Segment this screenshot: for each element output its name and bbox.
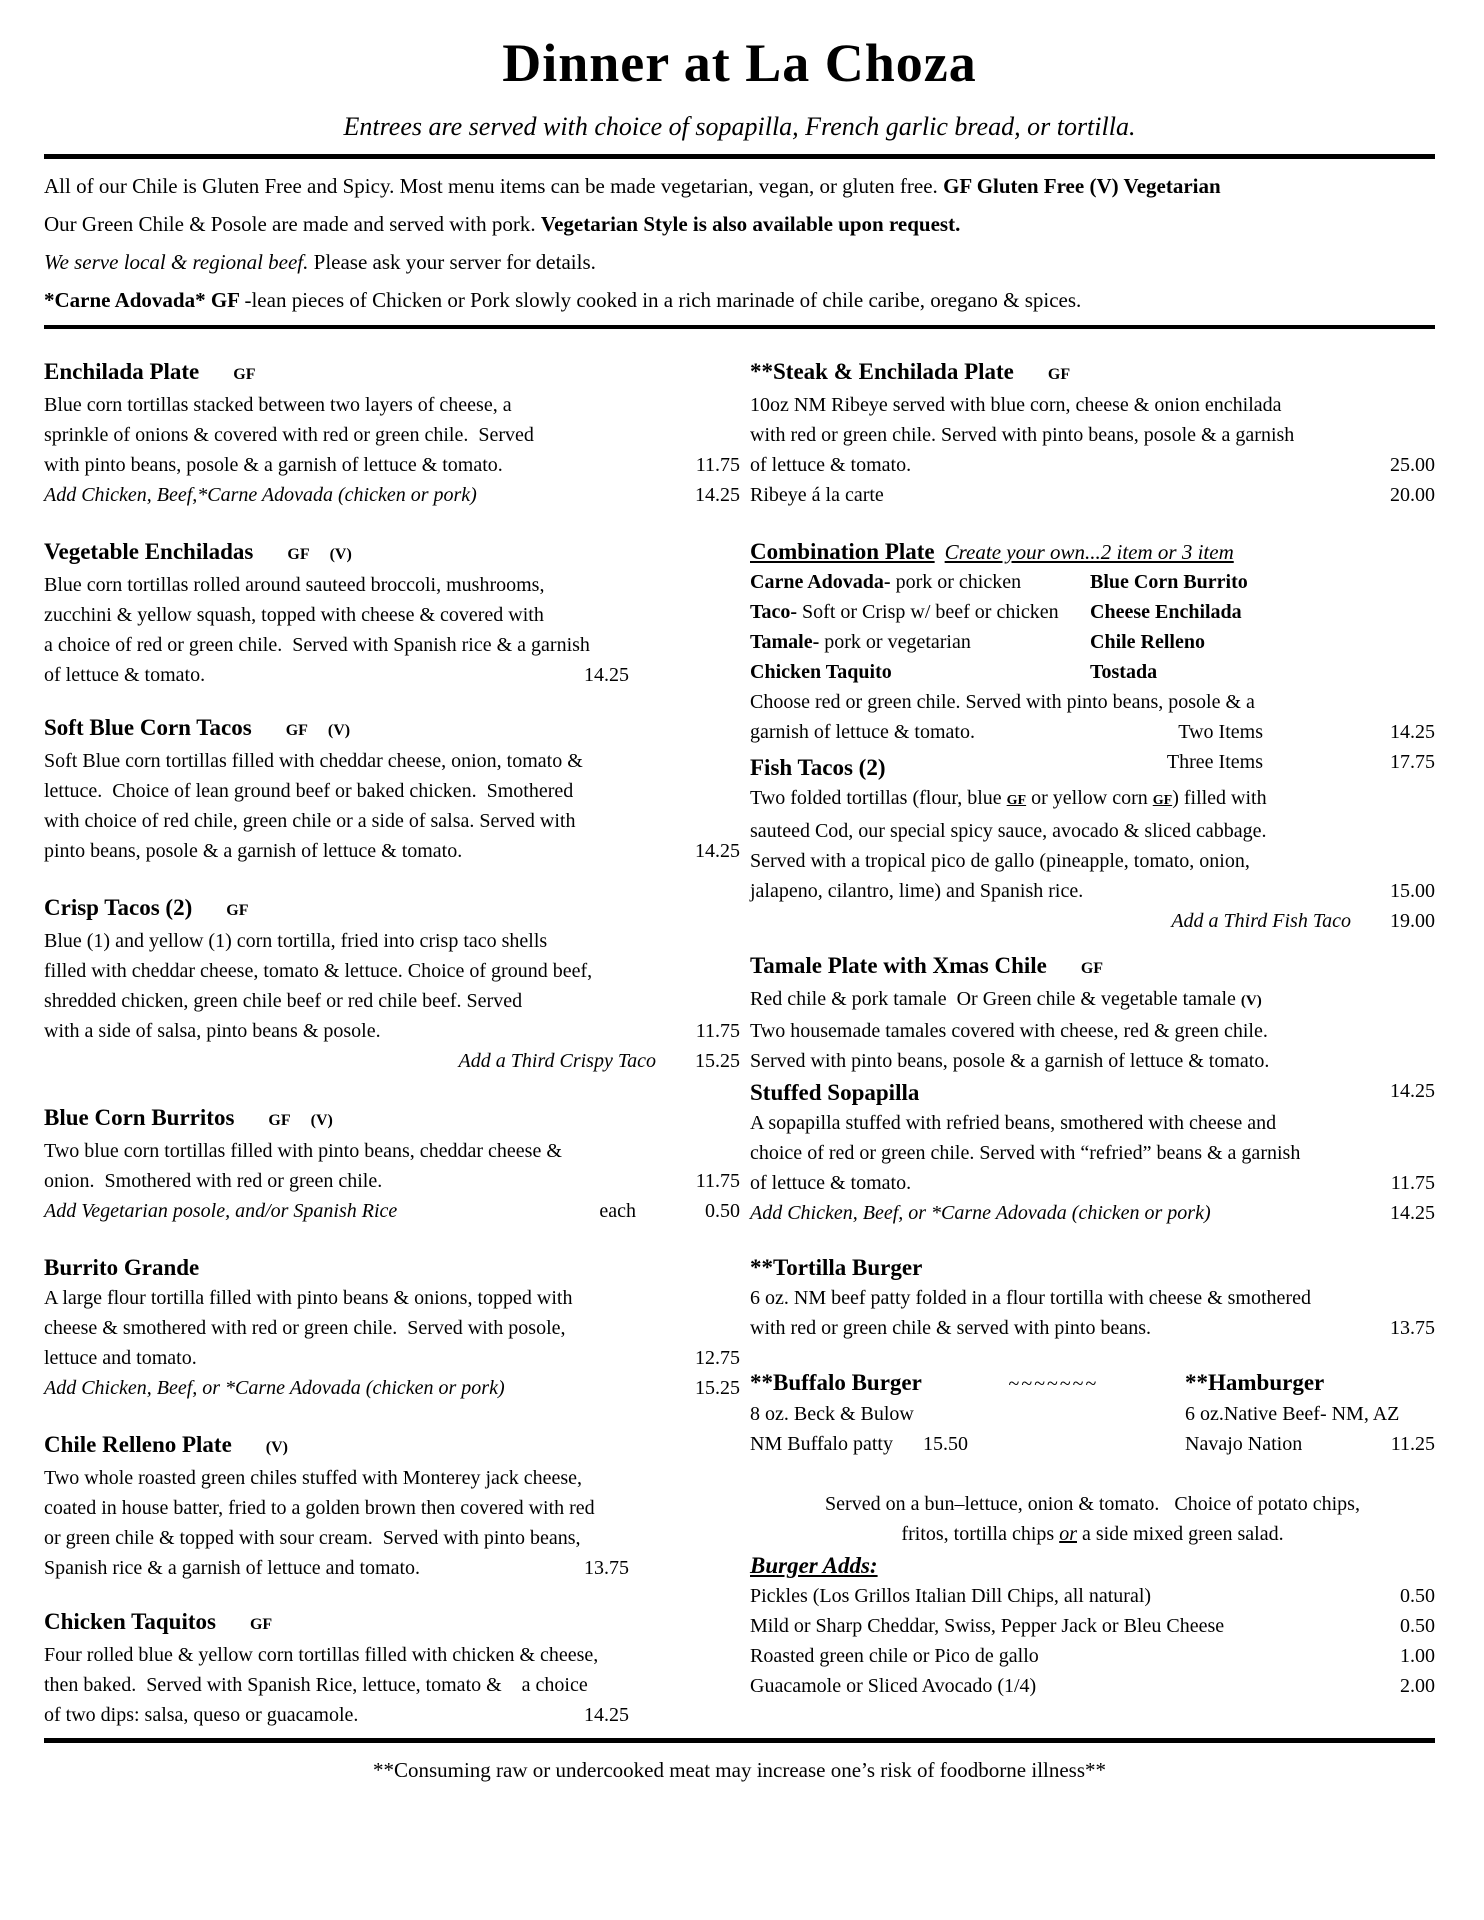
burger-row	[750, 1429, 1435, 1459]
combo-option: Blue Corn Burrito	[1090, 571, 1248, 593]
combo-option-name: Carne Adovada-	[750, 571, 891, 593]
menu-line	[44, 1523, 740, 1553]
price: 14.25	[695, 840, 740, 862]
price: 19.00	[1390, 910, 1435, 932]
text-segment: with pinto beans, posole & a garnish of lettuce & tomato.	[44, 454, 503, 476]
price: 13.75	[584, 1557, 629, 1579]
item-header	[44, 713, 740, 746]
menu-line	[44, 1373, 740, 1403]
price: 14.25	[584, 664, 629, 686]
item-name: Enchilada Plate	[44, 359, 200, 384]
combo-option-desc: Soft or Crisp w/ beef or chicken	[797, 601, 1059, 623]
v-tag: (V)	[265, 1439, 289, 1456]
buffalo-burger-name: **Buffalo Burger	[750, 1370, 922, 1395]
menu-line	[750, 1489, 1435, 1519]
combo-option	[750, 597, 1090, 627]
page-subtitle: Entrees are served with choice of sopapilla, French garlic bread, or tortilla.	[343, 112, 1136, 141]
menu-line	[44, 390, 740, 420]
menu-line	[44, 1640, 740, 1670]
price: 17.75	[1390, 751, 1435, 773]
v-inline-tag: (V)	[1240, 993, 1262, 1009]
text-segment: 10oz NM Ribeye served with blue corn, cheese & onion enchilada	[750, 394, 1282, 416]
text-segment: lettuce and tomato.	[44, 1347, 197, 1369]
item-name: Burrito Grande	[44, 1255, 200, 1280]
burger-row	[750, 1399, 1435, 1429]
text-segment: of two dips: salsa, queso or guacamole.	[44, 1704, 359, 1726]
hamburger-price-line	[1185, 1429, 1435, 1459]
menu-line	[44, 1493, 740, 1523]
text-segment: Choose red or green chile. Served with pinto beans, posole & a	[750, 691, 1255, 713]
price: 15.00	[1390, 880, 1435, 902]
item-name: Vegetable Enchiladas	[44, 539, 254, 564]
item-header	[44, 1253, 740, 1283]
price: 15.50	[922, 1433, 968, 1455]
menu-line	[750, 1016, 1435, 1046]
text-segment: Blue corn tortillas stacked between two layers of cheese, a	[44, 394, 512, 416]
menu-line	[750, 1138, 1435, 1168]
gf-tag: GF	[249, 1616, 273, 1633]
item-subtitle: Create your own...2 item or 3 item	[944, 540, 1234, 564]
intro-block	[44, 167, 1435, 319]
item-header	[750, 537, 1435, 567]
menu-line	[44, 630, 740, 660]
price-qualifier: Three Items	[1166, 751, 1263, 773]
menu-section-blue-corn-burritos	[44, 1103, 740, 1226]
menu-line	[750, 783, 1435, 816]
text-segment: *Carne Adovada* GF	[44, 288, 245, 312]
menu-line	[750, 846, 1435, 876]
text-segment: sprinkle of onions & covered with red or green chile. Served	[44, 424, 534, 446]
combo-row	[750, 597, 1435, 627]
item-name: Crisp Tacos (2)	[44, 895, 193, 920]
text-segment: shredded chicken, green chile beef or red chile beef. Served	[44, 990, 523, 1012]
v-tag: (V)	[327, 722, 351, 739]
intro-line	[44, 281, 1435, 319]
text-segment: lettuce. Choice of lean ground beef or baked chicken. Smothered	[44, 780, 574, 802]
menu-section-burgers	[750, 1368, 1435, 1459]
text-segment: with choice of red chile, green chile or a side of salsa. Served with	[44, 810, 576, 832]
hamburger-source: 6 oz.Native Beef- NM, AZ	[1185, 1403, 1400, 1425]
combo-option-name: Chicken Taquito	[750, 661, 892, 683]
text-segment: or yellow corn	[1026, 787, 1153, 809]
text-segment: Two blue corn tortillas filled with pinto beans, cheddar cheese &	[44, 1140, 562, 1162]
item-header	[750, 1253, 1435, 1283]
buffalo-source: 8 oz. Beck & Bulow	[750, 1403, 914, 1425]
divider-bottom	[44, 1738, 1435, 1743]
text-segment: Add a Third Fish Taco	[1171, 910, 1351, 932]
item-name: Fish Tacos (2)	[750, 755, 886, 780]
text-segment: ) filled with	[1172, 787, 1267, 809]
menu-line	[44, 776, 740, 806]
item-header	[44, 1607, 740, 1640]
menu-line	[44, 1046, 740, 1076]
gf-tag: GF	[1047, 366, 1071, 383]
text-segment: onion. Smothered with red or green chile.	[44, 1170, 383, 1192]
hamburger-name: **Hamburger	[1185, 1370, 1325, 1395]
item-name: Blue Corn Burritos	[44, 1105, 235, 1130]
hamburger-patty-label: Navajo Nation	[1185, 1433, 1303, 1455]
menu-line	[44, 600, 740, 630]
menu-line	[750, 816, 1435, 846]
item-name: Chile Relleno Plate	[44, 1432, 232, 1457]
text-segment: a side mixed green salad.	[1076, 1523, 1284, 1545]
text-segment: Mild or Sharp Cheddar, Swiss, Pepper Jack or Bleu Cheese	[750, 1615, 1225, 1637]
menu-line	[750, 1519, 1435, 1549]
text-segment: Our Green Chile & Posole are made and served with pork.	[44, 212, 541, 236]
item-header	[750, 951, 1435, 984]
combo-option: Tostada	[1090, 661, 1158, 683]
menu-line	[44, 986, 740, 1016]
text-segment: Served on a bun–lettuce, onion & tomato. Choice of potato chips,	[825, 1493, 1360, 1515]
text-segment: All of our Chile is Gluten Free and Spicy. Most menu items can be made vegetarian, vegan, or gluten free.	[44, 174, 944, 198]
item-header	[44, 1103, 740, 1136]
text-segment: Soft Blue corn tortillas filled with cheddar cheese, onion, tomato &	[44, 750, 583, 772]
right-column	[750, 357, 1435, 1730]
text-segment: 6 oz. NM beef patty folded in a flour tortilla with cheese & smothered	[750, 1287, 1311, 1309]
divider-intro	[44, 325, 1435, 329]
text-segment: choice of red or green chile. Served with “refried” beans & a garnish	[750, 1142, 1301, 1164]
combo-option: Cheese Enchilada	[1090, 601, 1242, 623]
menu-line	[44, 1553, 740, 1583]
menu-line	[44, 1670, 740, 1700]
intro-line	[44, 167, 1435, 205]
price-qualifier: Two Items	[1178, 721, 1263, 743]
text-segment: A large flour tortilla filled with pinto beans & onions, topped with	[44, 1287, 573, 1309]
item-name: Burger Adds:	[750, 1553, 878, 1578]
price: 15.25	[695, 1377, 740, 1399]
menu-section-burrito-grande	[44, 1253, 740, 1403]
menu-line	[44, 1700, 740, 1730]
text-segment: We serve local & regional beef.	[44, 250, 309, 274]
text-segment: of lettuce & tomato.	[750, 454, 912, 476]
item-name: Stuffed Sopapilla	[750, 1080, 920, 1105]
item-header	[44, 1430, 740, 1463]
menu-line	[44, 570, 740, 600]
text-segment: A sopapilla stuffed with refried beans, smothered with cheese and	[750, 1112, 1277, 1134]
text-segment: sauteed Cod, our special spicy sauce, avocado & sliced cabbage.	[750, 820, 1267, 842]
text-segment: Add Chicken, Beef,*Carne Adovada (chicken or pork)	[44, 484, 477, 506]
combo-row	[750, 627, 1435, 657]
menu-section-steak-enchilada-plate	[750, 357, 1435, 510]
text-segment: Served with pinto beans, posole & a garnish of lettuce & tomato.	[750, 1050, 1270, 1072]
text-segment: Add Chicken, Beef, or *Carne Adovada (chicken or pork)	[44, 1377, 505, 1399]
price: 25.00	[1390, 454, 1435, 476]
menu-line	[44, 926, 740, 956]
menu-section-fish-tacos	[750, 753, 1435, 936]
price: 15.25	[695, 1050, 740, 1072]
text-segment: with red or green chile & served with pinto beans.	[750, 1317, 1151, 1339]
menu-line	[44, 1166, 740, 1196]
v-tag: (V)	[329, 546, 352, 563]
menu-line	[750, 420, 1435, 450]
text-segment: of lettuce & tomato.	[750, 1172, 912, 1194]
item-header	[750, 1551, 1435, 1581]
price: 12.75	[695, 1347, 740, 1369]
menu-line	[750, 390, 1435, 420]
price: 13.75	[1390, 1317, 1435, 1339]
price: 11.75	[695, 454, 740, 476]
menu-section-chicken-taquitos	[44, 1607, 740, 1730]
combo-option	[750, 567, 1090, 597]
menu-line	[750, 1641, 1435, 1671]
menu-line	[750, 1581, 1435, 1611]
item-name: Tamale Plate with Xmas Chile	[750, 953, 1047, 978]
text-segment: GF Gluten Free (V) Vegetarian	[943, 174, 1221, 198]
menu-line	[44, 746, 740, 776]
price: 11.75	[1390, 1172, 1435, 1194]
menu-line	[750, 1611, 1435, 1641]
price: 11.25	[1390, 1433, 1435, 1455]
price: 11.75	[695, 1020, 740, 1042]
text-segment: Four rolled blue & yellow corn tortillas filled with chicken & cheese,	[44, 1644, 599, 1666]
menu-line	[750, 1046, 1435, 1076]
menu-line	[750, 1283, 1435, 1313]
combo-option-desc: pork or vegetarian	[819, 631, 971, 653]
text-segment: Blue corn tortillas rolled around sauteed broccoli, mushrooms,	[44, 574, 545, 596]
text-segment: Spanish rice & a garnish of lettuce and tomato.	[44, 1557, 421, 1579]
text-segment: then baked. Served with Spanish Rice, lettuce, tomato & a choice	[44, 1674, 588, 1696]
gf-tag: GF	[1080, 960, 1104, 977]
item-name: **Steak & Enchilada Plate	[750, 359, 1014, 384]
squiggle-divider: ~~~~~~~	[1008, 1373, 1099, 1395]
page-title: Dinner at La Choza	[502, 33, 977, 93]
menu-line	[44, 1313, 740, 1343]
item-name: **Tortilla Burger	[750, 1255, 923, 1280]
menu-section-vegetable-enchiladas	[44, 537, 740, 690]
menu-section-soft-blue-corn-tacos	[44, 713, 740, 866]
combo-option	[750, 627, 1090, 657]
text-segment: Vegetarian Style is also available upon request.	[540, 212, 961, 236]
item-header	[44, 357, 740, 390]
item-name: Soft Blue Corn Tacos	[44, 715, 252, 740]
text-segment: with red or green chile. Served with pinto beans, posole & a garnish	[750, 424, 1295, 446]
divider-top	[44, 154, 1435, 159]
menu-line	[750, 906, 1435, 936]
menu-section-crisp-tacos	[44, 893, 740, 1076]
text-segment: Ribeye á la carte	[750, 484, 884, 506]
text-segment: cheese & smothered with red or green chile. Served with posole,	[44, 1317, 566, 1339]
menu-line	[44, 1016, 740, 1046]
text-segment: Served with a tropical pico de gallo (pineapple, tomato, onion,	[750, 850, 1250, 872]
text-segment: garnish of lettuce & tomato.	[750, 721, 975, 743]
buffalo-price-line	[750, 1429, 1185, 1459]
footer-disclaimer: **Consuming raw or undercooked meat may increase one’s risk of foodborne illness**	[372, 1758, 1107, 1782]
price: 14.25	[1390, 1202, 1435, 1224]
intro-line	[44, 205, 1435, 243]
gf-tag: GF	[233, 366, 256, 383]
menu-line	[750, 1313, 1435, 1343]
menu-line	[44, 420, 740, 450]
combo-option-name: Taco-	[750, 601, 798, 623]
text-segment: with a side of salsa, pinto beans & posole.	[44, 1020, 381, 1042]
menu-line	[44, 1283, 740, 1313]
left-column	[44, 357, 740, 1730]
text-segment: of lettuce & tomato.	[44, 664, 206, 686]
menu-line	[44, 660, 740, 690]
price: 0.50	[1400, 1585, 1435, 1607]
text-segment: or green chile & topped with sour cream. Served with pinto beans,	[44, 1527, 581, 1549]
menu-line	[750, 450, 1435, 480]
text-segment: zucchini & yellow squash, topped with cheese & covered with	[44, 604, 544, 626]
gf-tag: GF	[285, 722, 308, 739]
item-header	[44, 537, 740, 570]
text-segment: Two housemade tamales covered with cheese, red & green chile.	[750, 1020, 1268, 1042]
item-header	[750, 357, 1435, 390]
hamburger-cell	[1185, 1368, 1435, 1398]
item-header	[750, 1078, 1435, 1108]
menu-section-chile-relleno-plate	[44, 1430, 740, 1583]
gf-inline-tag: GF	[1152, 793, 1173, 808]
text-segment: filled with cheddar cheese, tomato & lettuce. Choice of ground beef,	[44, 960, 593, 982]
menu-line	[750, 984, 1435, 1016]
gf-tag: GF	[226, 902, 249, 919]
item-header	[44, 893, 740, 926]
menu-line	[44, 836, 740, 866]
menu-line	[750, 687, 1435, 717]
gf-tag: GF	[268, 1112, 291, 1129]
price-qualifier: each	[599, 1200, 636, 1222]
hamburger-cell	[1185, 1399, 1435, 1429]
menu-line	[44, 1136, 740, 1166]
gf-inline-tag: GF	[1006, 793, 1027, 808]
text-segment: Roasted green chile or Pico de gallo	[750, 1645, 1039, 1667]
menu-line	[44, 1343, 740, 1373]
menu-line	[44, 1463, 740, 1493]
menu-section-tortilla-burger	[750, 1253, 1435, 1343]
combo-row	[750, 567, 1435, 597]
item-name: Combination Plate	[750, 539, 935, 564]
menu-section-burger-adds	[750, 1551, 1435, 1701]
text-segment: Blue (1) and yellow (1) corn tortilla, fried into crisp taco shells	[44, 930, 548, 952]
text-segment: Red chile & pork tamale Or Green chile & vegetable tamale	[750, 988, 1241, 1010]
menu-line	[750, 876, 1435, 906]
text-segment: Add Vegetarian posole, and/or Spanish Rice	[44, 1200, 398, 1222]
text-segment: Please ask your server for details.	[308, 250, 596, 274]
menu-line	[750, 1671, 1435, 1701]
menu-line	[750, 717, 1435, 747]
price: 14.25	[1390, 1080, 1435, 1102]
buffalo-patty-label: NM Buffalo patty	[750, 1433, 893, 1455]
text-segment: or	[1059, 1523, 1077, 1545]
price: 14.25	[695, 484, 740, 506]
price: 14.25	[584, 1704, 629, 1726]
text-segment: Add Chicken, Beef, or *Carne Adovada (chicken or pork)	[750, 1202, 1211, 1224]
text-segment: coated in house batter, fried to a golden brown then covered with red	[44, 1497, 595, 1519]
text-segment: Two folded tortillas (flour, blue	[750, 787, 1007, 809]
price: 1.00	[1400, 1645, 1435, 1667]
price: 14.25	[1390, 721, 1435, 743]
combo-option: Chile Relleno	[1090, 631, 1205, 653]
menu-line	[44, 956, 740, 986]
combo-row	[750, 657, 1435, 687]
menu-section-burger-info	[750, 1489, 1435, 1549]
menu-section-stuffed-sopapilla	[750, 1078, 1435, 1228]
menu-columns	[44, 357, 1435, 1730]
price: 0.50	[705, 1200, 740, 1222]
item-name: Chicken Taquitos	[44, 1609, 216, 1634]
gf-tag: GF	[287, 546, 310, 563]
v-tag: (V)	[310, 1112, 333, 1129]
text-segment: fritos, tortilla chips	[901, 1523, 1060, 1545]
text-segment: a choice of red or green chile. Served with Spanish rice & a garnish	[44, 634, 590, 656]
menu-line	[44, 1196, 740, 1226]
text-segment: Pickles (Los Grillos Italian Dill Chips, all natural)	[750, 1585, 1152, 1607]
price: 20.00	[1390, 484, 1435, 506]
menu-line	[750, 1198, 1435, 1228]
text-segment: -lean pieces of Chicken or Pork slowly cooked in a rich marinade of chile caribe, oregano & spices.	[244, 288, 1082, 312]
item-header	[750, 753, 1435, 783]
text-segment: pinto beans, posole & a garnish of lettuce & tomato.	[44, 840, 463, 862]
price: 2.00	[1400, 1675, 1435, 1697]
text-segment: jalapeno, cilantro, lime) and Spanish rice.	[750, 880, 1084, 902]
menu-line	[750, 480, 1435, 510]
intro-line	[44, 243, 1435, 281]
text-segment: Guacamole or Sliced Avocado (1/4)	[750, 1675, 1037, 1697]
menu-line	[750, 1108, 1435, 1138]
menu-line	[750, 1168, 1435, 1198]
text-segment: Two whole roasted green chiles stuffed with Monterey jack cheese,	[44, 1467, 583, 1489]
combo-option-desc: pork or chicken	[890, 571, 1022, 593]
menu-line	[44, 806, 740, 836]
burger-headers	[750, 1368, 1435, 1399]
menu-line	[44, 450, 740, 480]
price: 11.75	[695, 1170, 740, 1192]
menu-line	[44, 480, 740, 510]
price: 0.50	[1400, 1615, 1435, 1637]
text-segment: Add a Third Crispy Taco	[458, 1050, 656, 1072]
menu-section-enchilada-plate	[44, 357, 740, 510]
combo-option	[750, 657, 1090, 687]
combo-option-name: Tamale-	[750, 631, 820, 653]
